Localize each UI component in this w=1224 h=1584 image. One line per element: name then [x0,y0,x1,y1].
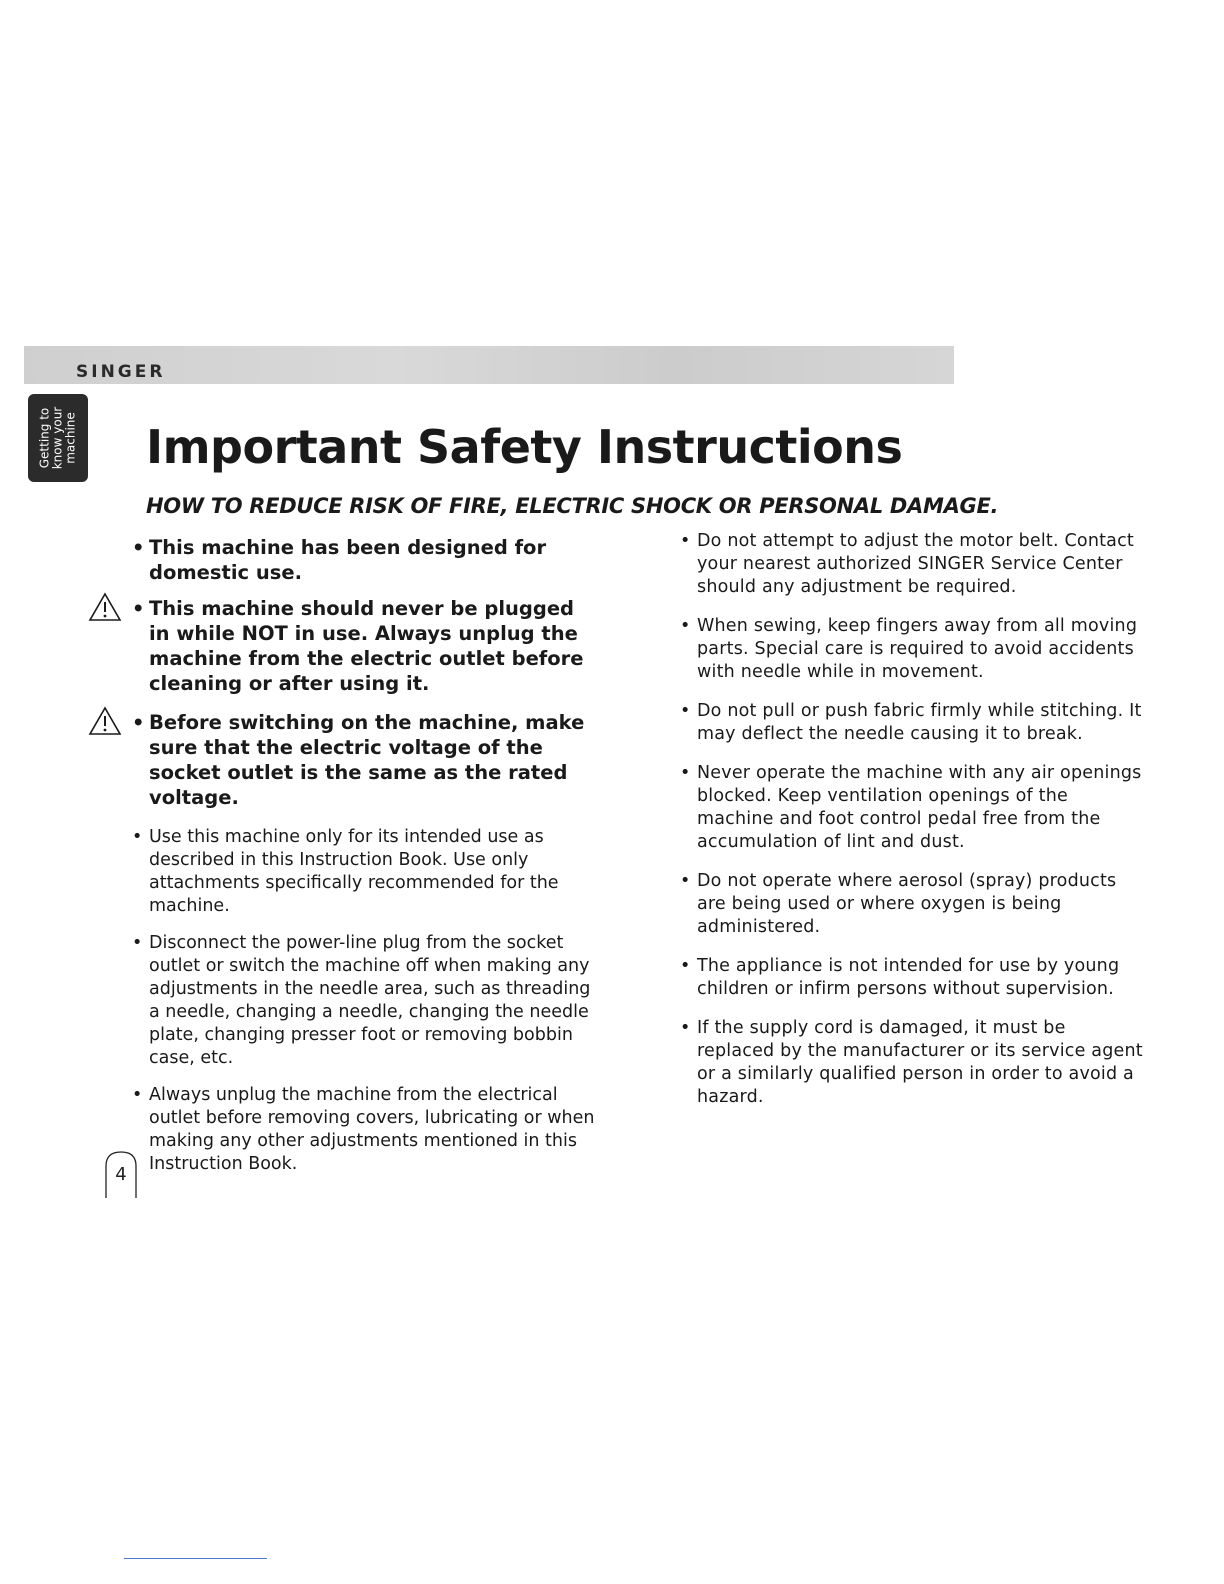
item-text: Do not operate where aerosol (spray) products are being used or where oxygen is being administered. [697,871,1117,937]
bullet: • [680,616,691,636]
left-column [130,535,598,1190]
item-text: When sewing, keep fingers away from all moving parts. Special care is required to avoid accidents with needle while in movement. [697,616,1138,682]
bullet: • [680,1018,691,1038]
warning-triangle-icon [88,706,122,736]
item-text: Use this machine only for its intended use as described in this Instruction Book. Use only attachments specifically recommended for the machine. [149,827,559,916]
item-text: Before switching on the machine, make sure that the electric voltage of the socket outlet is the same as the rated voltage. [149,711,585,809]
bullet: • [680,763,691,783]
bullet: • [132,827,143,847]
page-number: 4 [115,1164,127,1185]
section-tab-label [39,396,78,480]
item-text: This machine has been designed for domestic use. [149,536,547,584]
item-text: Always unplug the machine from the electrical outlet before removing covers, lubricating or when making any other adjustments mentioned in this Instruction Book. [149,1085,595,1174]
item-text: This machine should never be plugged in while NOT in use. Always unplug the machine from the electric outlet before cleaning or after using it. [149,597,584,695]
list-item [678,870,1148,939]
footer-divider [124,1558,267,1559]
list-item [678,615,1148,684]
list-item [678,700,1148,746]
list-item [678,955,1148,1001]
page-subtitle: HOW TO REDUCE RISK OF FIRE, ELECTRIC SHOCK OR PERSONAL DAMAGE. [146,494,999,518]
list-item [130,596,598,696]
bullet: • [680,531,691,551]
item-text: The appliance is not intended for use by young children or infirm persons without supervision. [697,956,1120,999]
list-item [130,535,598,585]
bullet: • [132,933,143,953]
right-column [678,530,1148,1125]
bullet: • [132,711,145,734]
list-item [130,932,598,1070]
bullet: • [132,597,145,620]
page-title: Important Safety Instructions [146,420,903,474]
item-text: If the supply cord is damaged, it must be replaced by the manufacturer or its service agent or a similarly qualified person in order to avoid a hazard. [697,1018,1143,1107]
item-text: Do not pull or push fabric firmly while stitching. It may deflect the needle causing it to break. [697,701,1142,744]
item-text: Never operate the machine with any air openings blocked. Keep ventilation openings of the machine and foot control pedal free from the accumulation of lint and dust. [697,763,1142,852]
list-item [130,826,598,918]
brand-logo: SINGER [76,362,166,382]
bullet: • [680,956,691,976]
bullet: • [132,536,145,559]
list-item [130,1084,598,1176]
warning-triangle-icon [88,592,122,622]
section-tab-line1: Getting to [37,407,52,469]
list-item [678,1017,1148,1109]
list-item [130,710,598,810]
section-tab-line2: know your [50,406,65,470]
section-tab-line3: machine [63,412,78,464]
list-item [678,762,1148,854]
bullet: • [680,871,691,891]
bullet: • [680,701,691,721]
section-tab [28,394,88,482]
page-number-badge [104,1150,138,1200]
list-item [678,530,1148,599]
item-text: Do not attempt to adjust the motor belt. Contact your nearest authorized SINGER Service Center should any adjustment be required. [697,531,1134,597]
bullet: • [132,1085,143,1105]
item-text: Disconnect the power-line plug from the socket outlet or switch the machine off when making any adjustments in the needle area, such as threading a needle, changing a needle, changing the needle plate, changing presser foot or removing bobbin case, etc. [149,933,591,1068]
